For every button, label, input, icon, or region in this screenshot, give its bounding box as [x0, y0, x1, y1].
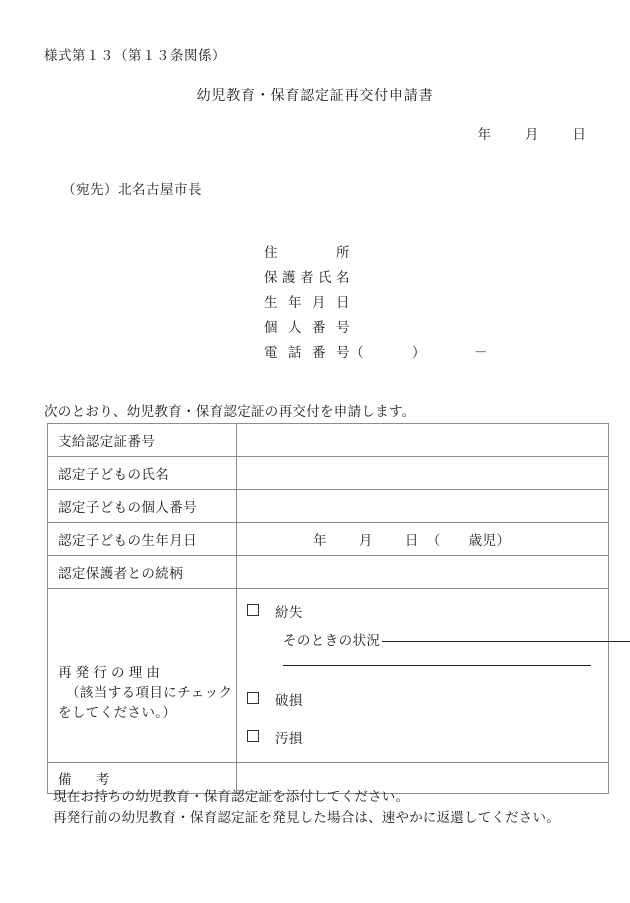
- birthdate-entry-marks: [247, 533, 510, 548]
- footer-notes: [53, 786, 560, 828]
- row-value-relationship[interactable]: [237, 556, 609, 589]
- phone-entry-marks: [350, 340, 488, 365]
- row-value-reason: [237, 589, 609, 763]
- row-label-child-birthdate: 認定子どもの生年月日: [48, 523, 237, 556]
- footer-note-2: 再発行前の幼児教育・保育認定証を発見した場合は、速やかに返還してください。: [53, 810, 560, 825]
- applicant-info-block: [264, 240, 488, 365]
- row-value-child-birthdate[interactable]: [237, 523, 609, 556]
- date-day-label: 日: [572, 127, 586, 142]
- applicant-field-birthdate: [264, 290, 488, 315]
- table-row-child-personal-number: [48, 490, 609, 523]
- footer-note-1: 現在お持ちの幼児教育・保育認定証を添付してください。: [53, 789, 410, 804]
- application-table: [47, 423, 609, 794]
- applicant-label-phone: 電話番号: [264, 345, 350, 360]
- birth-day-label: 日: [404, 533, 419, 548]
- applicant-field-phone: [264, 340, 488, 365]
- situation-write-line-2[interactable]: [283, 665, 591, 666]
- checkbox-soiled-icon[interactable]: [247, 730, 259, 742]
- checkbox-option-lost[interactable]: [247, 601, 303, 621]
- remarks-label-left: 備: [58, 772, 72, 787]
- row-label-certificate-number: 支給認定証番号: [48, 424, 237, 457]
- row-label-reason: [48, 589, 237, 763]
- checkbox-label-lost: 紛失: [275, 605, 303, 620]
- form-number: 様式第１３（第１３条関係）: [44, 48, 226, 63]
- phone-paren-close: ）: [412, 345, 426, 360]
- applicant-field-address: [264, 240, 488, 265]
- applicant-field-personal-number: [264, 315, 488, 340]
- table-row-certificate-number: [48, 424, 609, 457]
- applicant-label-address: 住所: [264, 245, 350, 260]
- remarks-label-right: 考: [95, 772, 110, 787]
- phone-paren-open: （: [350, 345, 364, 360]
- phone-dash: －: [474, 345, 488, 360]
- table-row-child-name: [48, 457, 609, 490]
- row-label-child-personal-number: 認定子どもの個人番号: [48, 490, 237, 523]
- applicant-label-birthdate: 生年月日: [264, 295, 350, 310]
- remarks-label: [58, 772, 110, 787]
- applicant-label-guardian-name: 保護者氏名: [264, 270, 350, 285]
- birth-month-label: 月: [358, 533, 373, 548]
- row-value-child-personal-number[interactable]: [237, 490, 609, 523]
- checkbox-label-broken: 破損: [275, 693, 303, 708]
- table-row-relationship: [48, 556, 609, 589]
- reason-label-line2: （該当する項目にチェック: [66, 685, 233, 700]
- applicant-field-guardian-name: [264, 265, 488, 290]
- addressee-line: （宛先）北名古屋市長: [62, 182, 202, 197]
- date-line: [0, 123, 586, 143]
- lead-sentence: 次のとおり、幼児教育・保育認定証の再交付を申請します。: [44, 404, 416, 419]
- row-value-child-name[interactable]: [237, 457, 609, 490]
- applicant-label-personal-number: 個人番号: [264, 320, 350, 335]
- situation-entry: [283, 629, 630, 649]
- birth-age-label: 歳児: [468, 533, 497, 548]
- table-row-child-birthdate: [48, 523, 609, 556]
- date-year-label: 年: [477, 127, 491, 142]
- checkbox-lost-icon[interactable]: [247, 604, 259, 616]
- birth-paren-open: （: [426, 533, 441, 548]
- table-row-reason: [48, 589, 609, 763]
- checkbox-broken-icon[interactable]: [247, 692, 259, 704]
- situation-write-line-1[interactable]: [382, 641, 630, 642]
- row-label-child-name: 認定子どもの氏名: [48, 457, 237, 490]
- situation-label: そのときの状況: [283, 633, 381, 648]
- row-label-relationship: 認定保護者との続柄: [48, 556, 237, 589]
- reason-label-line1: 再 発 行 の 理 由: [58, 665, 161, 680]
- birth-year-label: 年: [313, 533, 327, 548]
- reason-label-line3: をしてください。）: [58, 705, 177, 720]
- row-value-certificate-number[interactable]: [237, 424, 609, 457]
- date-month-label: 月: [525, 127, 539, 142]
- checkbox-option-soiled[interactable]: [247, 727, 303, 747]
- birth-paren-close: ）: [496, 533, 511, 548]
- checkbox-label-soiled: 汚損: [275, 731, 303, 746]
- checkbox-option-broken[interactable]: [247, 689, 303, 709]
- document-title: 幼児教育・保育認定証再交付申請書: [196, 89, 434, 104]
